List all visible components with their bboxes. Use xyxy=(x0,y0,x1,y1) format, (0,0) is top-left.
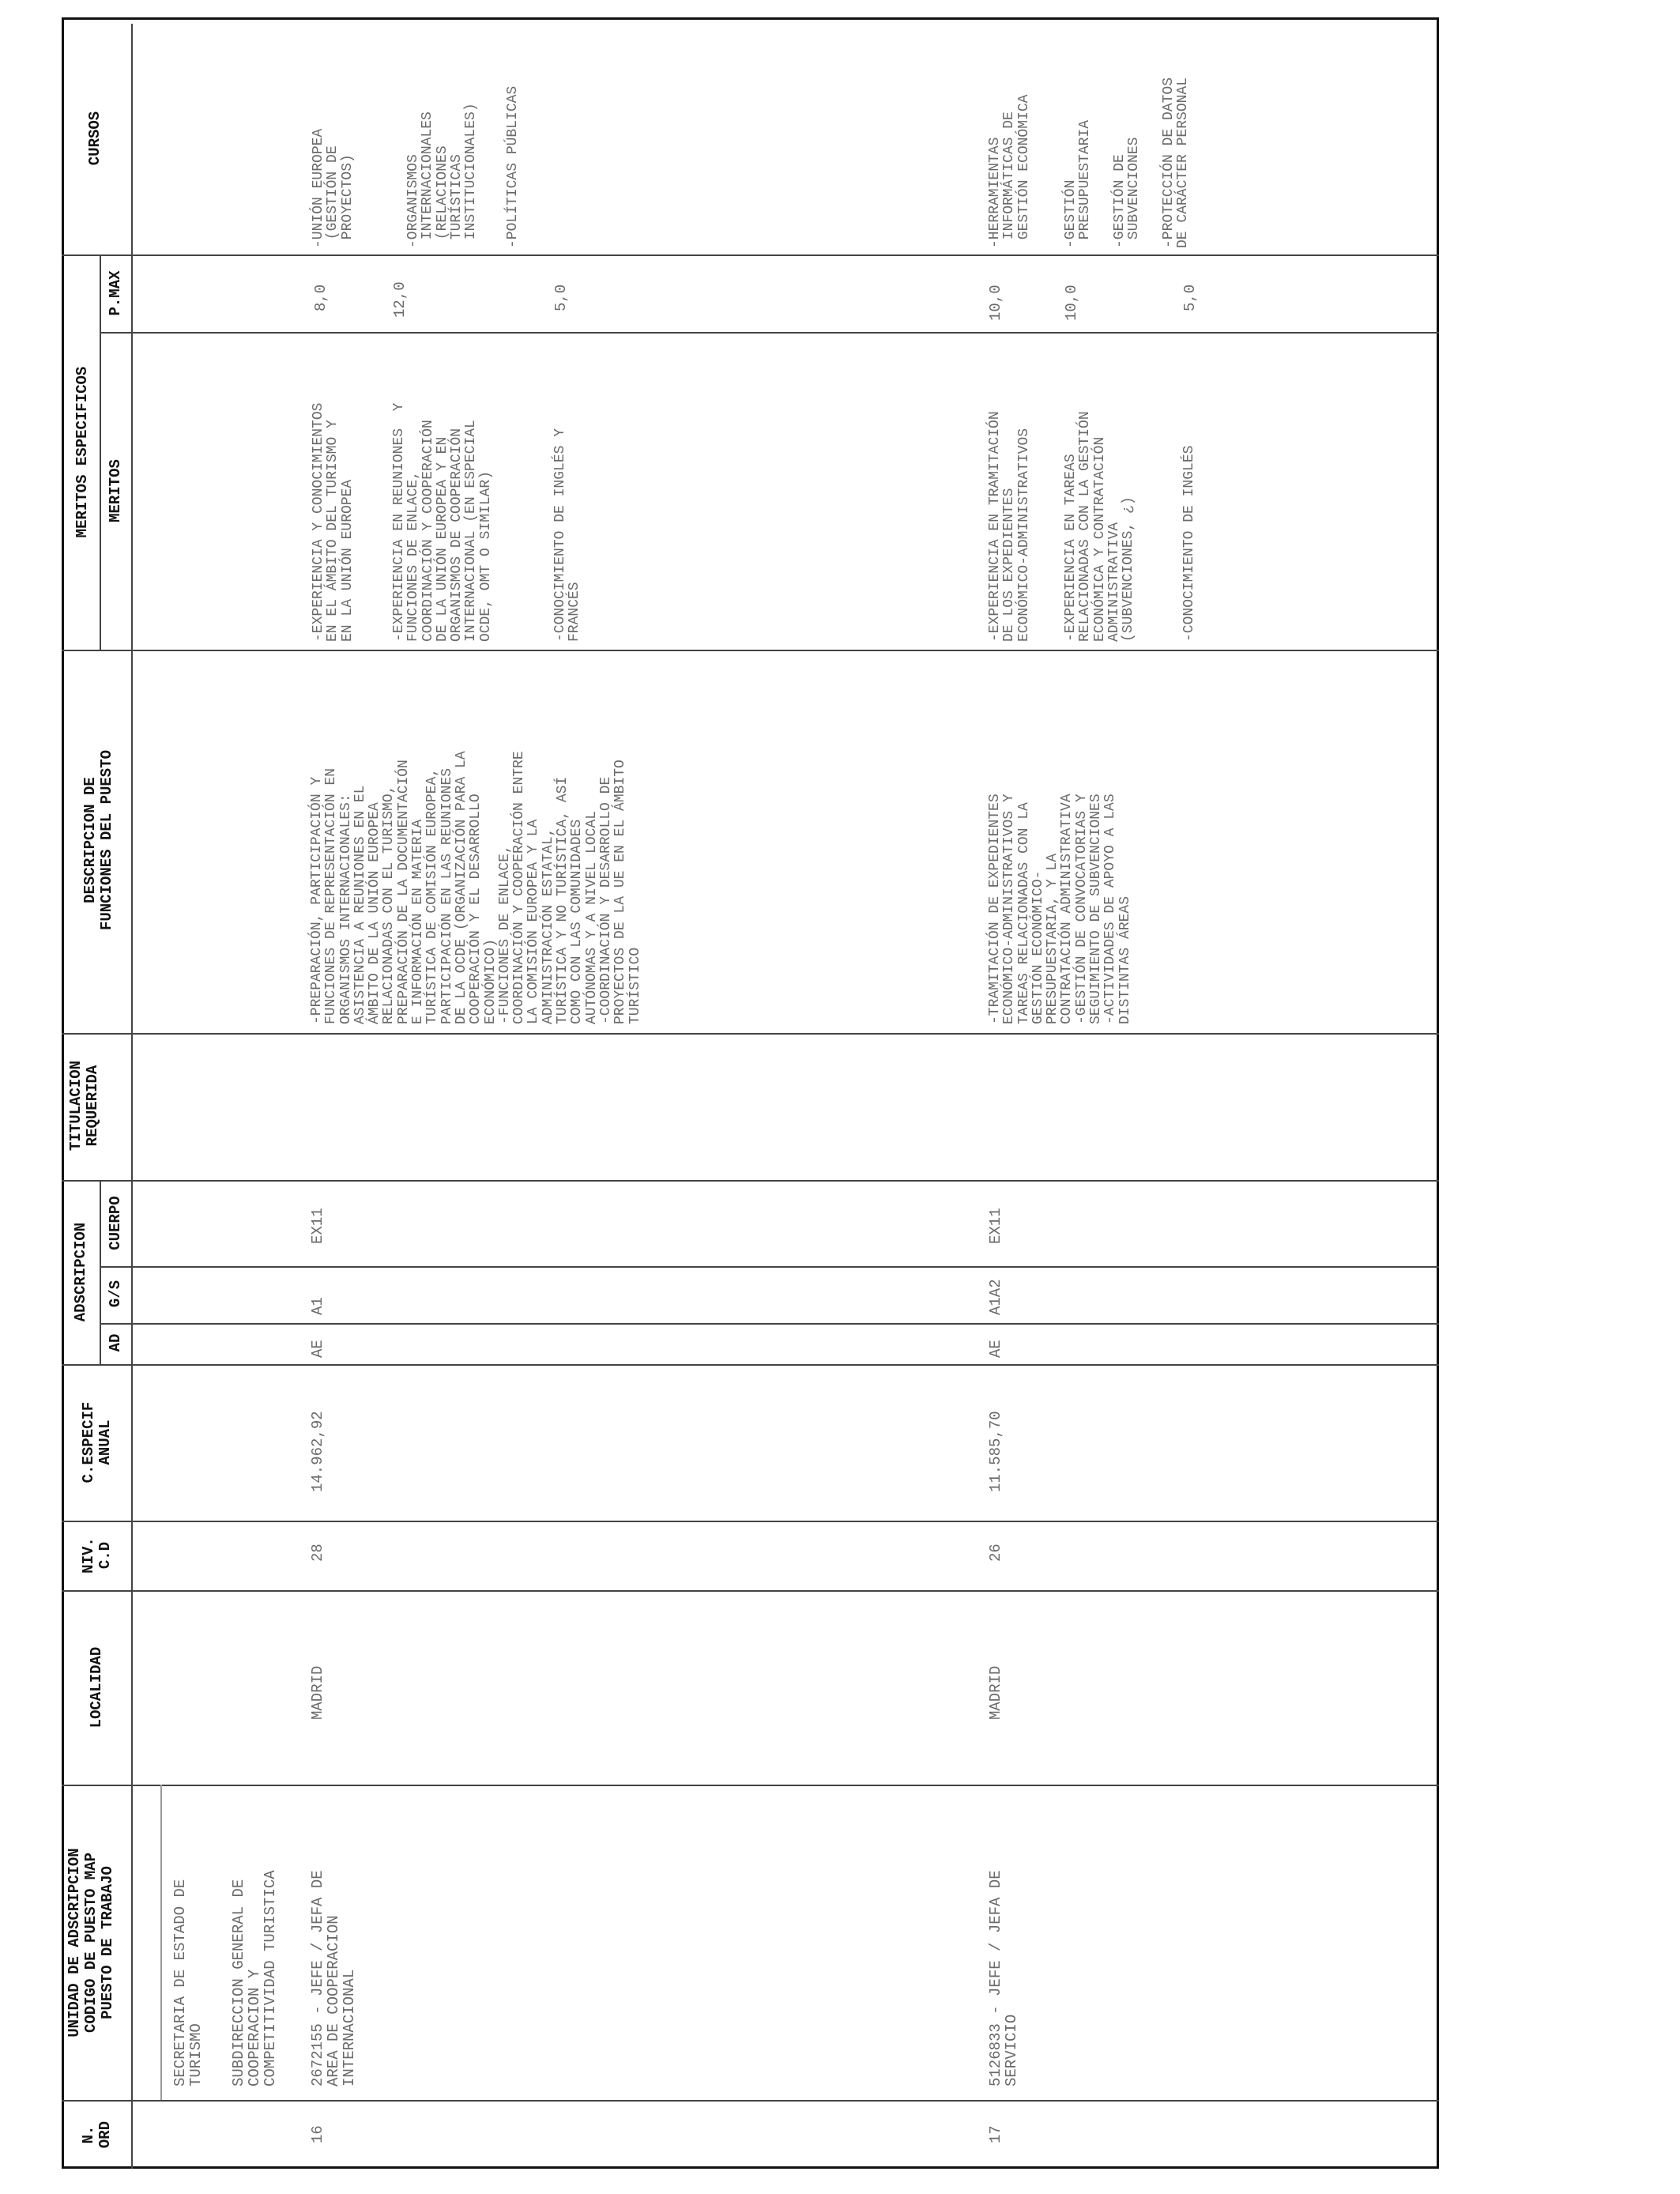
row-16-merito-3: -CONOCIMIENTO DE INGLÉS Y FRANCÉS xyxy=(552,428,583,642)
col-sep-meritos xyxy=(62,650,1439,651)
row-16-cuerpo: EX11 xyxy=(309,1208,326,1244)
col-sep-cuerpo xyxy=(100,1266,1439,1268)
header-cuerpo: CUERPO xyxy=(107,1196,124,1250)
row-17-curso-4: -PROTECCIÓN DE DATOS DE CARÁCTER PERSONAL xyxy=(1161,77,1192,248)
subdir-divider xyxy=(160,1785,162,2100)
col-sep-nord xyxy=(62,2100,1439,2102)
row-16-c-especif: 14.962,92 xyxy=(309,1411,326,1492)
header-ad: AD xyxy=(107,1333,124,1352)
header-pmax: P.MAX xyxy=(107,270,124,316)
header-n-ord: N. ORD xyxy=(80,2120,114,2149)
row-17-gs: A1A2 xyxy=(987,1279,1004,1315)
header-meritos-especificos: MERITOS ESPECIFICOS xyxy=(73,366,91,538)
row-16-pmax-2: 12,0 xyxy=(391,281,409,318)
row-16-curso-3: -POLÍTICAS PÚBLICAS xyxy=(505,85,521,248)
header-unidad: UNIDAD DE ADSCRIPCION CODIGO DE PUESTO MAP PUESTO DE TRABAJO xyxy=(66,1848,116,2038)
meritos-subheader-divider xyxy=(100,254,101,650)
col-sep-pmax xyxy=(100,332,1439,334)
table-frame xyxy=(62,17,1439,2169)
unit-subdireccion: SUBDIRECCION GENERAL DE COOPERACION Y COMPETITIVIDAD TURISTICA xyxy=(230,1870,279,2087)
row-17-merito-2: -EXPERIENCIA EN TAREAS RELACIONADAS CON LA GESTIÓN ECONÓMICA Y CONTRATACIÓN ADMINISTRATIVA (SUBVENCIONES, ¿) xyxy=(1063,411,1137,642)
row-17-niv: 26 xyxy=(987,1544,1004,1562)
row-16-pmax-1: 8,0 xyxy=(312,284,330,311)
header-niv: NIV. C.D xyxy=(80,1537,114,1574)
row-17-cuerpo: EX11 xyxy=(987,1208,1004,1244)
row-16-merito-2: -EXPERIENCIA EN REUNIONES Y FUNCIONES DE ENLACE, COORDINACIÓN Y COOPERACIÓN DE LA UNIÓN EUROPEA Y EN ORGANISMOS DE COOPERACIÓN INTERNACIONAL (EN ESPECIAL OCDE, OMT O SIMILAR) xyxy=(391,402,494,642)
row-17-curso-1: -HERRAMIENTAS INFORMÁTICAS DE GESTIÓN ECONÓMICA xyxy=(987,94,1032,248)
row-16-localidad: MADRID xyxy=(309,1665,326,1720)
row-16-ad: AE xyxy=(309,1340,326,1358)
row-17-merito-1: -EXPERIENCIA EN TRAMITACIÓN DE LOS EXPEDIENTES ECONÓMICO-ADMINISTRATIVOS xyxy=(987,411,1032,642)
header-cursos: CURSOS xyxy=(86,111,104,166)
unit-secretaria: SECRETARIA DE ESTADO DE TURISMO xyxy=(171,1879,205,2087)
row-16-n-ord: 16 xyxy=(309,2125,326,2143)
row-16-niv: 28 xyxy=(309,1544,326,1562)
header-meritos: MERITOS xyxy=(107,459,124,522)
col-sep-unidad xyxy=(62,1785,1439,1786)
header-adscripcion: ADSCRIPCION xyxy=(72,1222,89,1322)
col-sep-ad xyxy=(62,1364,1439,1366)
row-17-localidad: MADRID xyxy=(987,1665,1004,1720)
row-17-merito-3: -CONOCIMIENTO DE INGLÉS xyxy=(1181,445,1197,642)
row-17-curso-3: -GESTIÓN DE SUBVENCIONES xyxy=(1112,137,1143,248)
col-sep-cursos xyxy=(62,254,1439,256)
adscripcion-subheader-divider xyxy=(100,1180,101,1364)
col-sep-localidad xyxy=(62,1590,1439,1592)
header-localidad: LOCALIDAD xyxy=(88,1646,105,1728)
col-sep-titulacion xyxy=(62,1180,1439,1182)
row-17-pmax-1: 10,0 xyxy=(987,285,1004,321)
row-17-n-ord: 17 xyxy=(987,2125,1004,2143)
row-17-ad: AE xyxy=(987,1340,1004,1358)
row-17-curso-2: -GESTIÓN PRESUPUESTARIA xyxy=(1063,119,1094,248)
row-16-descripcion: -PREPARACIÓN, PARTICIPACIÓN Y FUNCIONES DE REPRESENTACIÓN EN ORGANISMOS INTERNACIONALES: ASISTENCIA A REUNIONES EN EL ÁMBITO DE LA UNIÓN EUROPEA RELACIONADAS CON EL TURISMO, PREPARACIÓN DE LA DOCUMENTACIÓN E INFORMACIÓN EN MATERIA TURÍSTICA DE COMISIÓN EUROPEA, PARTICIPACIÓN EN LAS REUNIONES DE LA OCDE (ORGANIZACIÓN PARA LA COOPERACIÓN Y EL DESARROLLO ECONÓMICO) -FUNCIONES DE ENLACE, COORDINACIÓN Y COOPERACIÓN ENTRE LA COMISIÓN EUROPEA Y LA ADMINISTRACIÓN ESTATAL, TURÍSTICA Y NO TURÍSTICA, ASÍ COMO CON LAS COMUNIDADES AUTÓNOMAS Y A NIVEL LOCAL -COORDINACIÓN Y DESARROLLO DE PROYECTOS DE LA UE EN EL ÁMBITO TURÍSTICO xyxy=(309,751,643,1024)
row-16-merito-1: -EXPERIENCIA Y CONOCIMIENTOS EN EL ÁMBITO DEL TURISMO Y EN LA UNIÓN EUROPEA xyxy=(311,402,356,642)
col-sep-niv xyxy=(62,1521,1439,1522)
row-16-pmax-3: 5,0 xyxy=(552,284,570,311)
row-16-gs: A1 xyxy=(309,1297,326,1315)
col-sep-gs xyxy=(100,1323,1439,1325)
row-17-pmax-3: 5,0 xyxy=(1181,284,1199,311)
row-16-curso-2: -ORGANISMOS INTERNACIONALES (RELACIONES TURÍSTICAS INSTITUCIONALES) xyxy=(405,103,480,248)
header-gs: G/S xyxy=(107,1280,124,1308)
row-17-puesto: 5126833 - JEFE / JEFA DE SERVICIO xyxy=(987,1870,1020,2087)
header-c-especif: C.ESPECIF ANUAL xyxy=(80,1401,114,1483)
header-divider xyxy=(131,24,133,2169)
header-titulacion: TITULACION REQUERIDA xyxy=(67,1060,101,1152)
row-16-puesto: 2672155 - JEFE / JEFA DE AREA DE COOPERACION INTERNACIONAL xyxy=(309,1870,358,2087)
row-17-pmax-2: 10,0 xyxy=(1063,285,1080,321)
row-16-curso-1: -UNIÓN EUROPEA (GESTIÓN DE PROYECTOS) xyxy=(311,128,356,248)
col-sep-descripcion xyxy=(62,1033,1439,1035)
row-17-c-especif: 11.585,70 xyxy=(987,1411,1004,1492)
row-17-descripcion: -TRAMITACIÓN DE EXPEDIENTES ECONÓMICO-ADMINISTRATIVOS Y TAREAS RELACIONADAS CON LA GESTIÓN ECONÓMICO- PRESUPUESTARIA, Y LA CONTRATACIÓN ADMINISTRATIVA -GESTIÓN DE CONVOCATORIAS Y SEGUIMIENTO DE SUBVENCIONES -ACTIVIDADES DE APOYO A LAS DISTINTAS ÁREAS xyxy=(987,794,1133,1024)
header-descripcion: DESCRIPCION DE FUNCIONES DEL PUESTO xyxy=(81,749,115,931)
